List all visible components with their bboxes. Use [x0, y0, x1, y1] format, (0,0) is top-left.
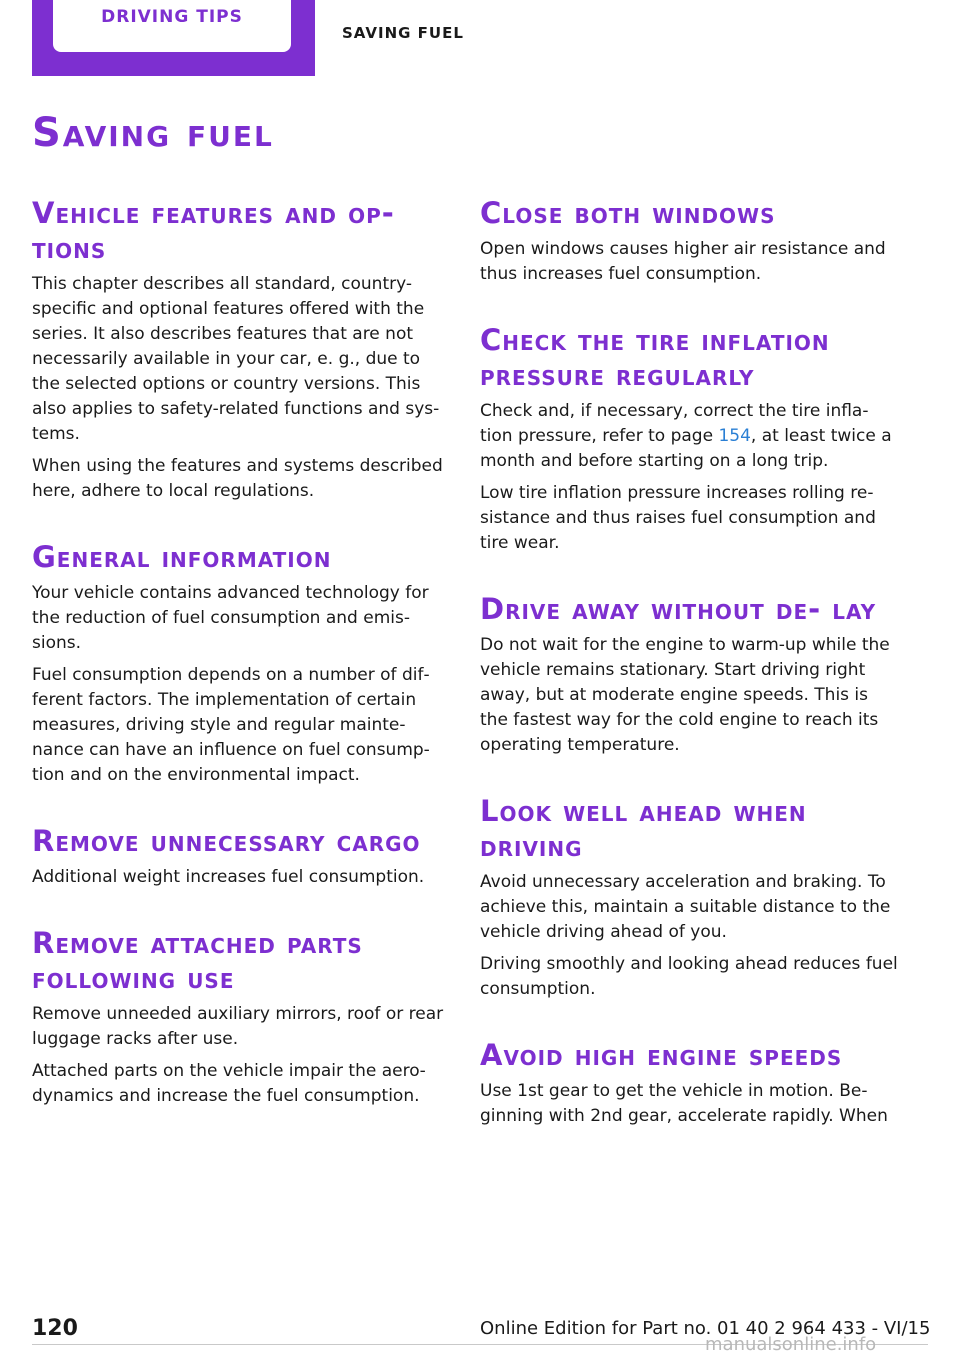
- section-heading: Avoid high engine speeds: [480, 1038, 843, 1072]
- section-heading: Vehicle features and op‐ tions: [32, 196, 395, 265]
- chapter-tab-label: DRIVING TIPS: [101, 7, 243, 27]
- page-title: Saving fuel: [32, 110, 274, 156]
- section-look-ahead: [480, 794, 900, 1002]
- section-heading: Close both windows: [480, 196, 776, 230]
- left-column: [32, 196, 450, 1109]
- section-heading: Remove unnecessary cargo: [32, 824, 421, 858]
- section-tire-pressure: [480, 323, 900, 556]
- section-paragraph: Fuel consumption depends on a number of dif‐ ferent factors. The implementation of certain measures, driving style and regular mainte‐ nance can have an influence on fuel consump‐ tion and on the environmental impact.: [32, 665, 430, 785]
- section-remove-attached-parts: [32, 926, 450, 1109]
- section-header-label: SAVING FUEL: [342, 24, 464, 42]
- section-remove-cargo: [32, 824, 450, 890]
- section-paragraph: Open windows causes higher air resistance and thus increases fuel consumption.: [480, 239, 886, 284]
- section-paragraph: Remove unneeded auxiliary mirrors, roof or rear luggage racks after use.: [32, 1004, 444, 1049]
- paragraph-text: , at least twice a month and before starting on a long trip.: [480, 426, 892, 471]
- section-paragraph-with-link: [480, 399, 900, 474]
- footer-edition-text: Online Edition for Part no. 01 40 2 964 433 - VI/15: [480, 1318, 931, 1339]
- section-vehicle-features: [32, 196, 450, 504]
- right-column: [480, 196, 900, 1129]
- section-paragraph: Your vehicle contains advanced technology for the reduction of fuel consumption and emis‐ sions.: [32, 583, 429, 653]
- section-heading: Remove attached parts following use: [32, 926, 363, 995]
- section-paragraph: Driving smoothly and looking ahead reduces fuel consumption.: [480, 954, 898, 999]
- section-close-windows: [480, 196, 900, 287]
- section-paragraph: Additional weight increases fuel consumption.: [32, 867, 425, 887]
- paragraph-text: Check and, if necessary, correct the tire infla‐ tion pressure, refer to page: [480, 401, 869, 446]
- section-paragraph: Do not wait for the engine to warm-up while the vehicle remains stationary. Start driving right away, but at moderate engine speeds. This is the fastest way for the cold engine to reach its operating temperature.: [480, 635, 890, 755]
- section-heading: Look well ahead when driving: [480, 794, 807, 863]
- section-paragraph: Use 1st gear to get the vehicle in motion. Be‐ ginning with 2nd gear, accelerate rapidly. When: [480, 1081, 888, 1126]
- section-heading: Check the tire inflation pressure regularly: [480, 323, 830, 392]
- section-paragraph: Attached parts on the vehicle impair the aero‐ dynamics and increase the fuel consumption.: [32, 1061, 426, 1106]
- section-engine-speeds: [480, 1038, 900, 1129]
- chapter-tab[interactable]: [53, 0, 291, 52]
- section-paragraph: Low tire inflation pressure increases rolling re‐ sistance and thus raises fuel consumption and tire wear.: [480, 483, 876, 553]
- section-paragraph: When using the features and systems described here, adhere to local regulations.: [32, 456, 443, 501]
- section-paragraph: Avoid unnecessary acceleration and braking. To achieve this, maintain a suitable distance to the vehicle driving ahead of you.: [480, 872, 891, 942]
- section-paragraph: This chapter describes all standard, country-specific and optional features offered with the series. It also describes features that are not necessarily available in your car, e. g., due to the selected options or country versions. This also applies to safety-related functions and sys‐ tems.: [32, 274, 440, 444]
- section-heading: Drive away without de‐ lay: [480, 592, 877, 626]
- page-number: 120: [32, 1316, 78, 1341]
- section-general-information: [32, 540, 450, 788]
- section-heading: General information: [32, 540, 332, 574]
- page-reference-link[interactable]: 154: [718, 426, 751, 446]
- section-drive-away: [480, 592, 900, 758]
- watermark: manualsonline.info: [705, 1334, 877, 1355]
